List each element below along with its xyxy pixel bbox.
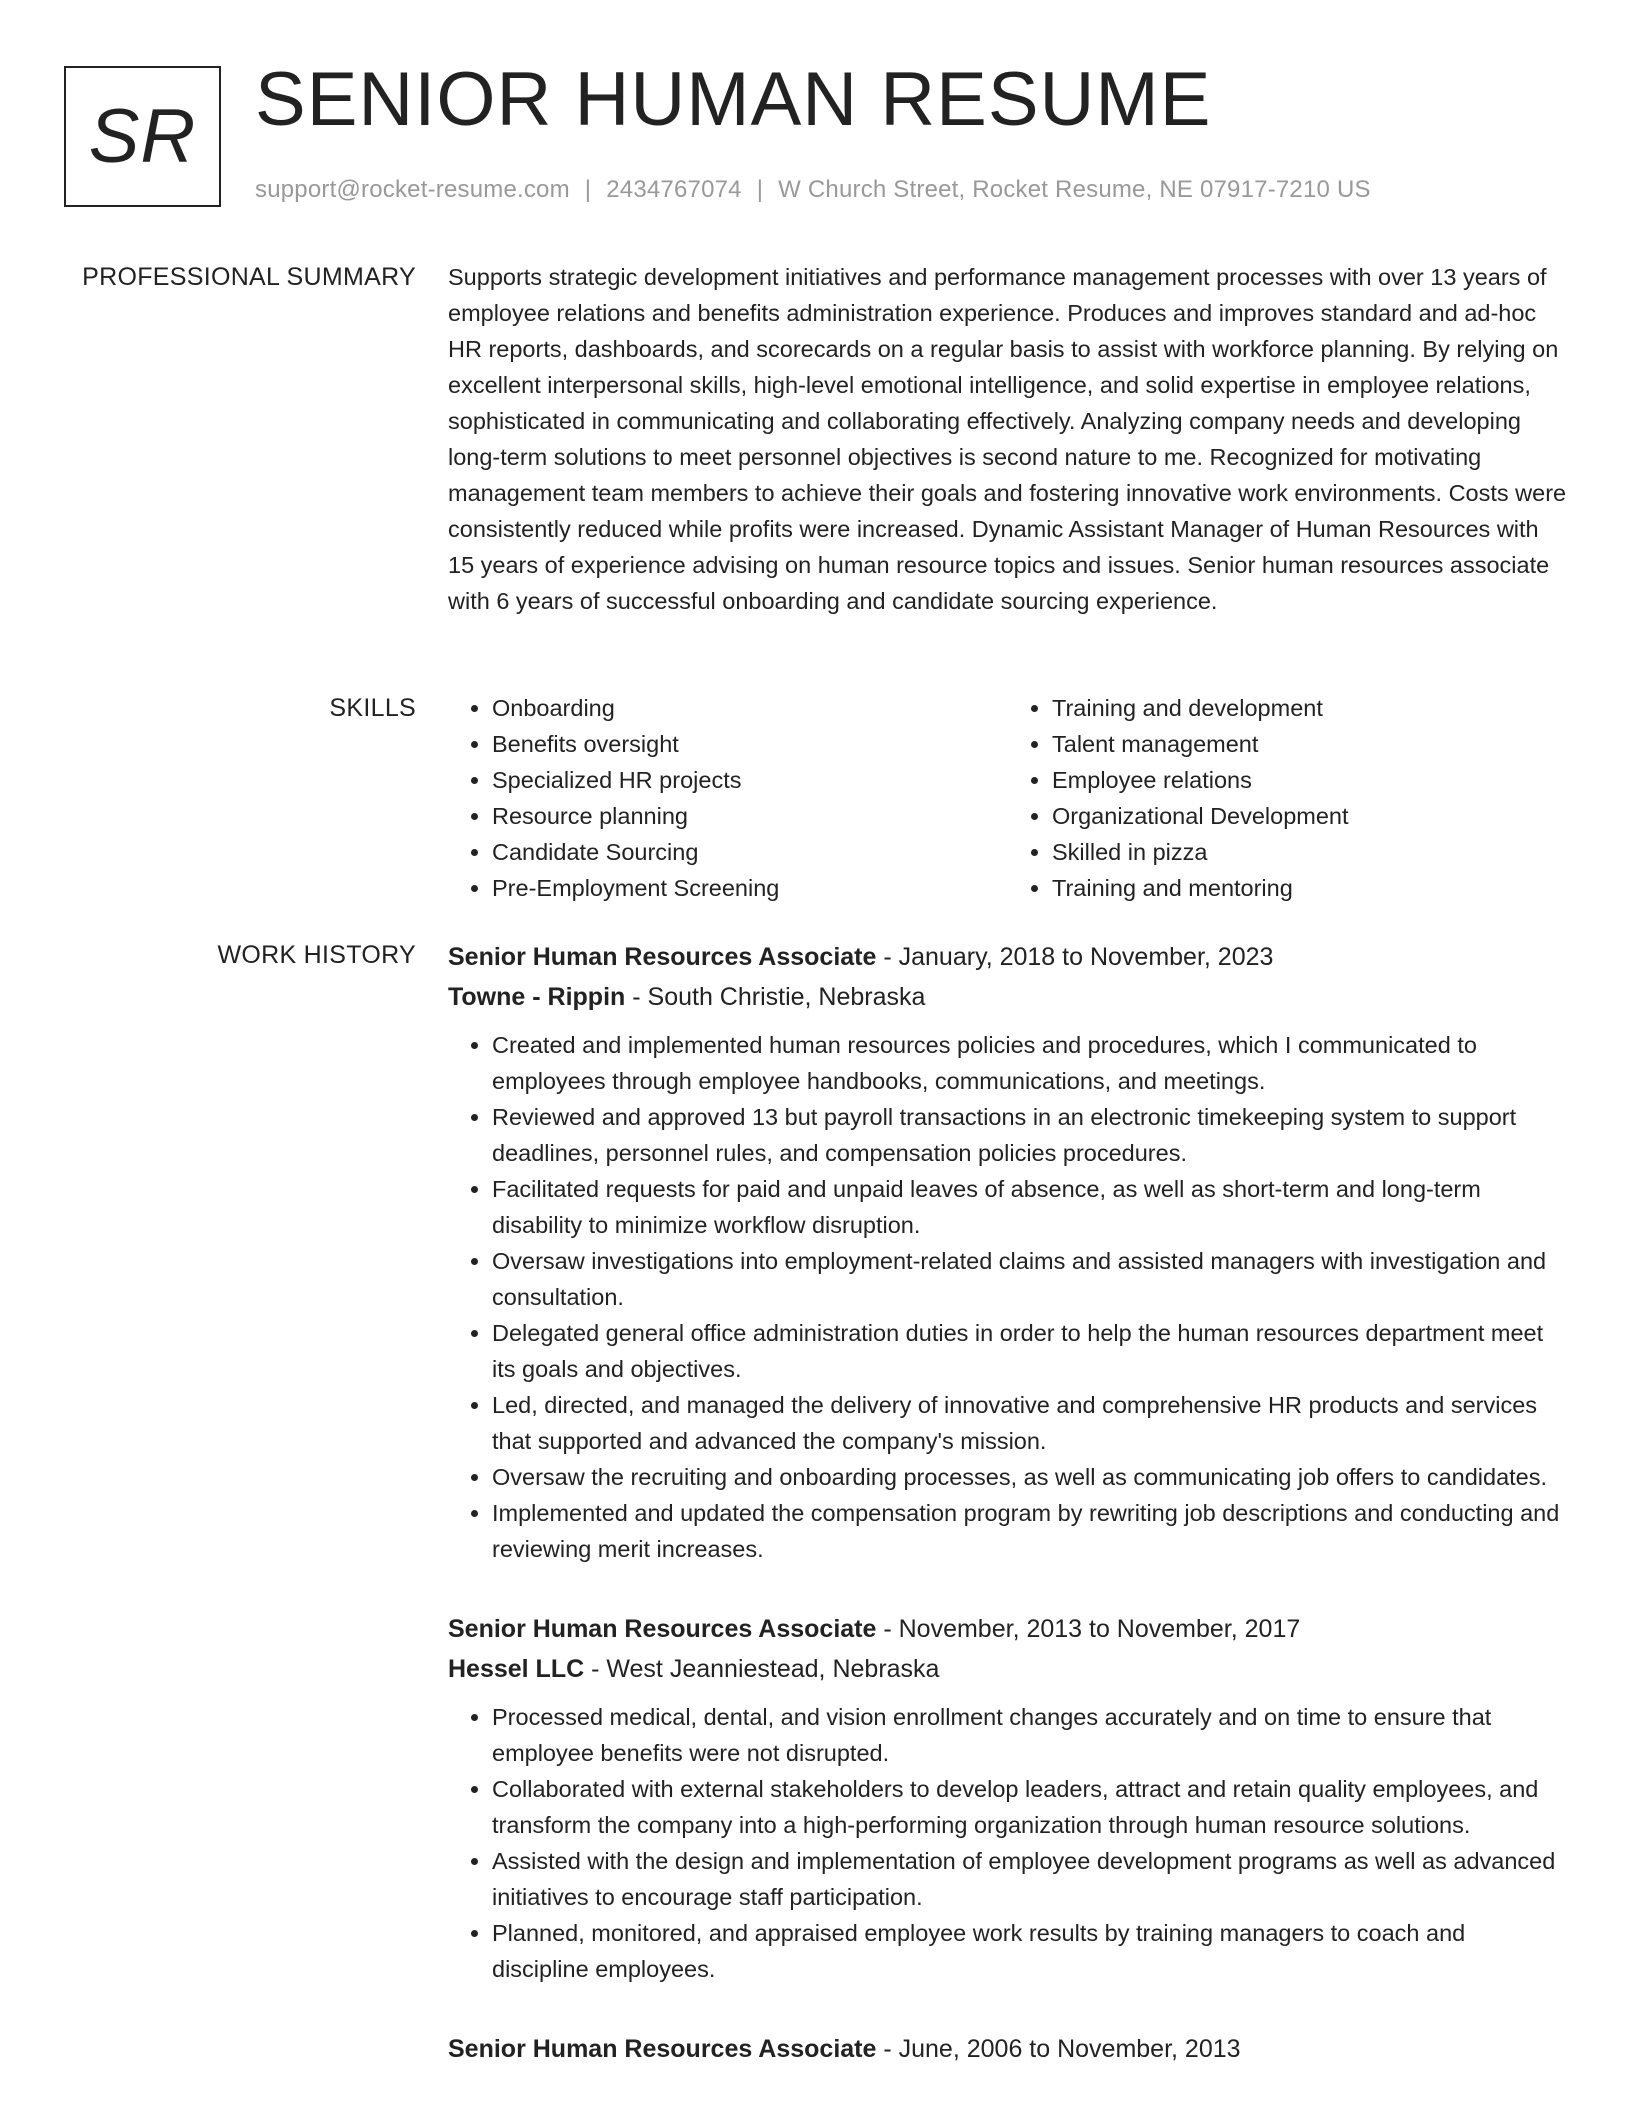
job-entry <box>448 937 1568 1567</box>
job-title-line <box>448 2029 1568 2069</box>
job-bullet: • Oversaw the recruiting and onboarding processes, as well as communicating job offers to candidates. <box>492 1459 1568 1495</box>
work-body <box>448 937 1568 2111</box>
job-bullet: • Planned, monitored, and appraised employee work results by training managers to coach and discipline employees. <box>492 1915 1568 1987</box>
job-dates: - January, 2018 to November, 2023 <box>876 943 1274 971</box>
job-company-line <box>448 977 1568 1017</box>
job-title-line <box>448 937 1568 977</box>
job-title: Senior Human Resources Associate <box>448 943 877 971</box>
skills-heading: SKILLS <box>329 694 416 722</box>
contact-email: support@rocket-resume.com <box>255 176 570 203</box>
contact-separator: | <box>756 176 764 203</box>
job-dates: - November, 2013 to November, 2017 <box>876 1615 1301 1643</box>
job-bullet: • Oversaw investigations into employment-related claims and assisted managers with investigation and consultation. <box>492 1243 1568 1315</box>
job-bullet: • Processed medical, dental, and vision enrollment changes accurately and on time to ensure that employee benefits were not disrupted. <box>492 1699 1568 1771</box>
job-company-line <box>448 1649 1568 1689</box>
job-bullet: • Delegated general office administration duties in order to help the human resources department meet its goals and objectives. <box>492 1315 1568 1387</box>
skills-list-left <box>448 690 1008 906</box>
job-company: Hessel LLC <box>448 1655 585 1683</box>
contact-address: W Church Street, Rocket Resume, NE 07917-7210 US <box>778 176 1371 203</box>
summary-body <box>448 259 1568 619</box>
skill-item: • Benefits oversight <box>492 726 1008 762</box>
job-location: - South Christie, Nebraska <box>625 983 926 1011</box>
summary-heading: PROFESSIONAL SUMMARY <box>82 263 416 291</box>
skills-body <box>448 690 1568 906</box>
work-heading: WORK HISTORY <box>217 941 416 969</box>
job-company: Towne - Rippin <box>448 983 626 1011</box>
skill-item: • Organizational Development <box>1052 798 1568 834</box>
job-bullet: • Led, directed, and managed the delivery of innovative and comprehensive HR products and services that supported and advanced the company's mission. <box>492 1387 1568 1459</box>
skill-item: • Employee relations <box>1052 762 1568 798</box>
job-bullet: • Created and implemented human resources policies and procedures, which I communicated to employees through employee handbooks, communications, and meetings. <box>492 1027 1568 1099</box>
skill-item: • Resource planning <box>492 798 1008 834</box>
contact-separator: | <box>584 176 592 203</box>
job-bullet: • Facilitated requests for paid and unpaid leaves of absence, as well as short-term and long-term disability to minimize workflow disruption. <box>492 1171 1568 1243</box>
monogram-logo: SR <box>64 66 221 207</box>
job-bullet: • Reviewed and approved 13 but payroll transactions in an electronic timekeeping system to support deadlines, personnel rules, and compensation policies procedures. <box>492 1099 1568 1171</box>
job-entry <box>448 1609 1568 1987</box>
job-location: - West Jeanniestead, Nebraska <box>584 1655 940 1683</box>
job-entry <box>448 2029 1568 2069</box>
skill-item: • Specialized HR projects <box>492 762 1008 798</box>
page-title: SENIOR HUMAN RESUME <box>255 57 1212 142</box>
contact-phone: 2434767074 <box>606 176 742 203</box>
skills-list-right <box>1008 690 1568 906</box>
skill-item: • Training and development <box>1052 690 1568 726</box>
skill-item: • Pre-Employment Screening <box>492 870 1008 906</box>
skill-item: • Talent management <box>1052 726 1568 762</box>
contact-line <box>255 176 1371 204</box>
skill-item: • Training and mentoring <box>1052 870 1568 906</box>
skills-grid <box>448 690 1568 906</box>
job-bullets <box>448 1027 1568 1567</box>
job-bullets <box>448 1699 1568 1987</box>
job-title: Senior Human Resources Associate <box>448 2035 877 2063</box>
skill-item: • Skilled in pizza <box>1052 834 1568 870</box>
summary-text: Supports strategic development initiatives and performance management processes with over 13 years of employee relations and benefits administration experience. Produces and improves standard and ad-hoc HR reports, dashboards, and scorecards on a regular basis to assist with workforce planning. By relying on excellent interpersonal skills, high-level emotional intelligence, and solid expertise in employee relations, sophisticated in communicating and collaborating effectively. Analyzing company needs and developing long-term solutions to meet personnel objectives is second nature to me. Recognized for motivating management team members to achieve their goals and fostering innovative work environments. Costs were consistently reduced while profits were increased. Dynamic Assistant Manager of Human Resources with 15 years of experience advising on human resource topics and issues. Senior human resources associate with 6 years of successful onboarding and candidate sourcing experience. <box>448 264 1567 614</box>
job-bullet: • Implemented and updated the compensation program by rewriting job descriptions and conducting and reviewing merit increases. <box>492 1495 1568 1567</box>
job-bullet: • Assisted with the design and implementation of employee development programs as well as advanced initiatives to encourage staff participation. <box>492 1843 1568 1915</box>
skill-item: • Candidate Sourcing <box>492 834 1008 870</box>
job-title: Senior Human Resources Associate <box>448 1615 877 1643</box>
skill-item: • Onboarding <box>492 690 1008 726</box>
job-title-line <box>448 1609 1568 1649</box>
job-dates: - June, 2006 to November, 2013 <box>876 2035 1241 2063</box>
job-bullet: • Collaborated with external stakeholders to develop leaders, attract and retain quality employees, and transform the company into a high-performing organization through human resource solutions. <box>492 1771 1568 1843</box>
